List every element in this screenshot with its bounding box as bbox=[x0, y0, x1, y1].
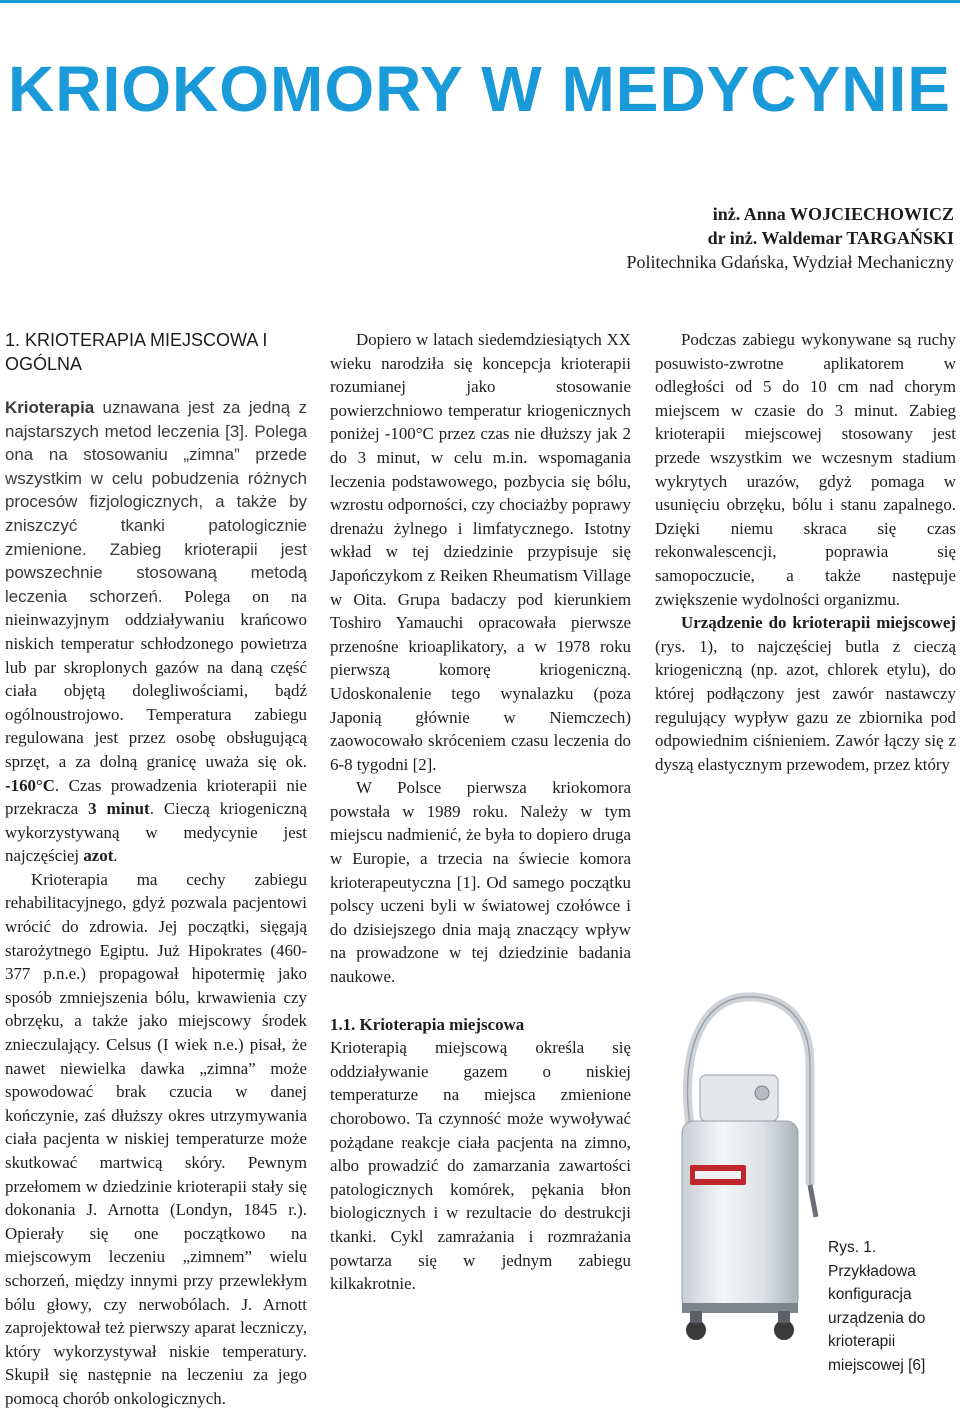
paragraph: Krioterapia ma cechy zabiegu rehabilitacyjnego, gdyż pozwala pacjentowi wrócić do zdrowia. Jej początki, sięgają starożytnego Egiptu. Już Hipokrates (460-377 p.n.e.) propagował hipotermię jako sposób zmniejszenia bólu, krwawienia czy obrzęku, a także jako miejscowy środek znieczulający. Celsus (I wiek n.e.) pisał, że nawet niewielka dawka „zimna” może spowodować brak czucia w danej kończynie, zaś dłuższy okres utrzymywania ciała pacjenta w niskiej temperaturze może skutkować martwicą skóry. Pewnym przełomem w dziedzinie krioterapii stały się dokonania J. Arnotta (Londyn, 1845 r.). Opierały się one początkowo na miejscowym leczeniu „zimnem” wielu schorzeń, między innymi przy przewlekłym bólu głowy, czy nerwobólach. J. Arnott zaprojektował też pierwszy aparat leczniczy, który wykorzystywał niskie temperatury. Skupił się następnie na leczeniu za jego pomocą chorób onkologicznych. bbox=[5, 869, 307, 1408]
article-title: KRIOKOMORY W MEDYCYNIE bbox=[8, 53, 951, 125]
paragraph: Podczas zabiegu wykonywane są ruchy posuwisto-zwrotne aplikatorem w odległości od 5 do 10 cm nad chorym miejscem w czasie do 3 minut. Zabieg krioterapii miejscowej stosowany jest przede wszystkim we wczesnym stadium wykrytych urazów, gdyż pomaga w usunięciu obrzęku, bólu i stanu zapalnego. Dzięki niemu skraca się czas rekonwalescencji, poprawia się samopoczucie, a także następuje zwiększenie wydolności organizmu. bbox=[655, 330, 956, 609]
term-krioterapia: Krioterapia bbox=[5, 398, 95, 417]
author-block bbox=[627, 202, 954, 274]
author-1: inż. Anna WOJCIECHOWICZ bbox=[712, 204, 954, 224]
paragraph: W Polsce pierwsza kriokomora powstała w 1989 roku. Należy w tym miejscu nadmienić, że była to dopiero druga w Europie, a trzecia na świecie komora krioterapeutyczna [1]. Od samego początku polscy uczeni byli w światowej czołówce i do dzisiejszego dnia mają znaczący wpływ na prowadzone w tej dziedzinie badania naukowe. bbox=[330, 778, 631, 987]
column-2 bbox=[330, 328, 631, 1353]
section-heading-1-1: 1.1. Krioterapia miejscowa bbox=[330, 1014, 525, 1034]
cryotherapy-device-figure bbox=[660, 985, 830, 1350]
paragraph: Krioterapią miejscową określa się oddziaływanie gazem o niskiej temperaturze na miejsca zmienione chorobowo. Ta czynność może wywoływać pożądane reakcje ciała pacjenta na zimno, albo prowadzić do zamarzania zawartości patologicznych komórek, pękania błon biologicznych i w rezultacie do destrukcji tkanki. Cykl zamrażania i rozmrażania powtarza się w jednym zabiegu kilkakrotnie. bbox=[330, 1038, 631, 1294]
author-2: dr inż. Waldemar TARGAŃSKI bbox=[707, 228, 954, 248]
top-rule bbox=[0, 0, 960, 3]
term-urzadzenie: Urządzenie do krioterapii miejscowej bbox=[681, 613, 956, 633]
tank-body bbox=[682, 1121, 798, 1311]
column-1 bbox=[5, 328, 308, 1408]
time-value: 3 minut bbox=[88, 799, 150, 819]
section-heading-1: 1. KRIOTERAPIA MIEJSCOWA I OGÓLNA bbox=[5, 330, 268, 374]
gas-value: azot bbox=[83, 846, 114, 866]
figure-caption: Rys. 1. Przykładowa konfiguracja urządzenia do krioterapii miejscowej [6] bbox=[828, 1239, 926, 1374]
paragraph: Urządzenie do krioterapii miejscowej (rys. 1), to najczęściej butla z cieczą kriogeniczną (np. azot, chlorek etylu), do której podłączony jest zawór nastawczy regulujący wypływ gazu ze zbiornika pod odpowiednim ciśnieniem. Zawór łączy się z dyszą elastycznym przewodem, przez który bbox=[655, 613, 956, 774]
paragraph: Krioterapia uznawana jest za jedną z najstarszych metod leczenia [3]. Polega ona na stosowaniu „zimna” przede wszystkim w celu pobudzenia różnych procesów fizjologicznych, a także by zniszczyć tkanki patologicznie zmienione. Zabieg krioterapii jest powszechnie stosowaną metodą leczenia schorzeń. Polega on na nieinwazyjnym oddziaływaniu krańcowo niskich temperatur schłodzonego powietrza lub par skroplonych gazów na daną część ciała objętą dolegliwościami, bądź ogólnoustrojowo. Temperatura zabiegu regulowana jest przez osobę obsługującą sprzęt, a za dolną granicę uważa się ok. -160°C. Czas prowadzenia krioterapii nie przekracza 3 minut. Cieczą kriogeniczną wykorzystywaną w medycynie jest najczęściej azot. bbox=[5, 398, 308, 866]
affiliation: Politechnika Gdańska, Wydział Mechaniczny bbox=[626, 252, 954, 272]
temperature-value: -160°C bbox=[5, 775, 55, 795]
paragraph: Dopiero w latach siedemdziesiątych XX wieku narodziła się koncepcja krioterapii rozumianej jako stosowanie powierzchniowo temperatur kriogenicznych poniżej -100°C przez czas nie dłuższy jak 2 do 3 minut, w celu m.in. wspomagania leczenia podstawowego, pozbycia się bólu, wzrostu odporności, czy chociażby poprawy drenażu żylnego i limfatycznego. Istotny wkład w tej dziedzinie przypisuje się Japończykom z Reiken Rheumatism Village w Oita. Grupa badaczy pod kierunkiem Toshiro Yamauchi opracowała pierwsze przenośne krioaplikatory, a w 1978 roku pierwszą komorę kriogeniczną. Udoskonalenie tego wynalazku (poza Japonią głównie w Niemczech) zaowocowało skróceniem czasu leczenia do 6-8 tygodni [2]. bbox=[330, 330, 631, 774]
